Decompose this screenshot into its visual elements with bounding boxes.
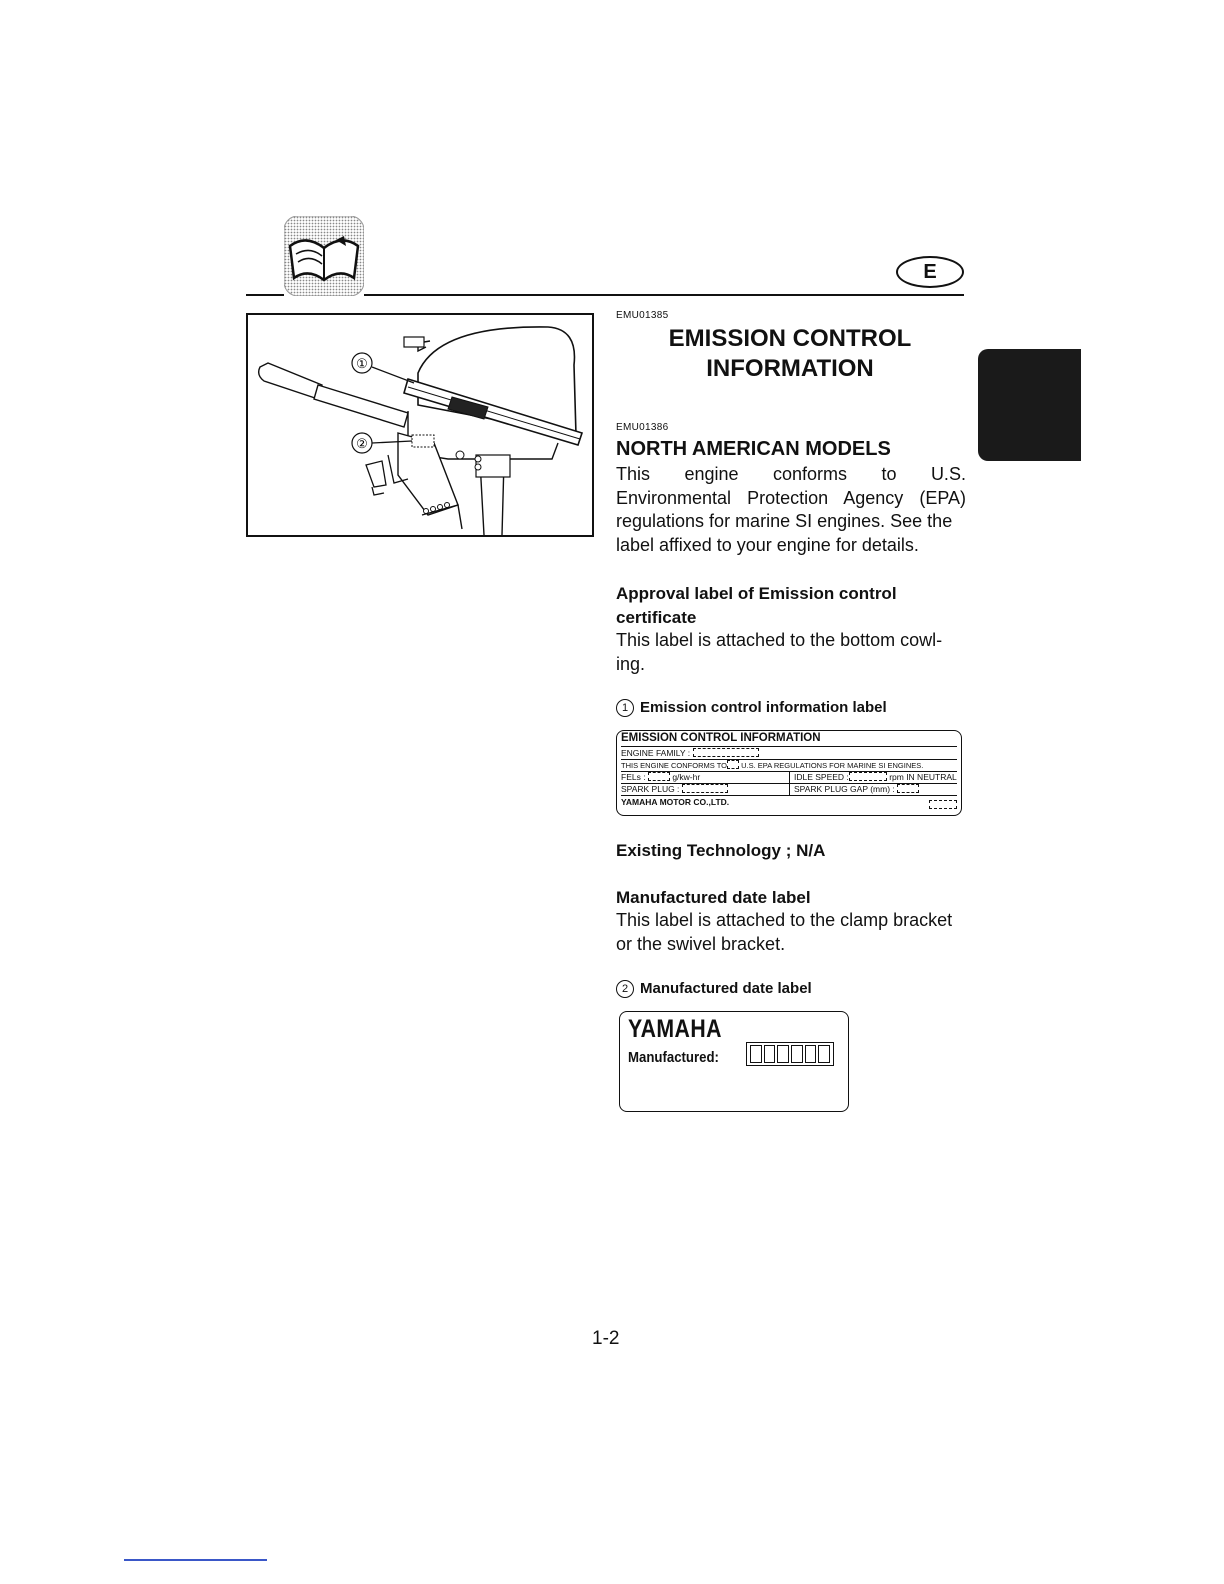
chapter-tab xyxy=(978,349,1081,461)
existing-technology: Existing Technology ; N/A xyxy=(616,841,826,860)
north-american-heading: NORTH AMERICAN MODELS xyxy=(616,438,891,460)
emission-control-information-label xyxy=(616,730,962,816)
page-number: 1-2 xyxy=(592,1328,620,1349)
header-rule-left xyxy=(246,294,284,296)
na-line-2: Environmental Protection Agency (EPA) xyxy=(616,487,966,508)
header-rule-right xyxy=(364,294,964,296)
page-title: EMISSION CONTROL INFORMATION xyxy=(668,325,912,382)
manufactured-text: Manufactured: xyxy=(628,1049,719,1066)
caption-emission-label: 1 Emission control information label xyxy=(616,699,887,717)
outboard-motor-figure xyxy=(246,313,594,537)
manufactured-heading: Manufactured date label xyxy=(616,888,811,907)
approval-heading: Approval label of Emission control certificate xyxy=(616,584,897,627)
na-line-1: This engine conforms to U.S. xyxy=(616,464,966,484)
ecl-title: EMISSION CONTROL INFORMATION xyxy=(621,732,957,747)
yamaha-brand: YAMAHA xyxy=(628,1015,722,1043)
manufactured-date-label xyxy=(619,1011,849,1112)
north-american-body xyxy=(616,463,966,557)
subsection-code: EMU01386 xyxy=(616,422,669,433)
ecl-spark: SPARK PLUG : SPARK PLUG GAP (mm) : xyxy=(621,784,957,796)
section-code: EMU01385 xyxy=(616,310,669,321)
date-code-boxes xyxy=(746,1042,834,1066)
manufactured-body: This label is attached to the clamp bracket or the swivel bracket. xyxy=(616,910,953,954)
open-book-icon xyxy=(284,216,364,296)
language-badge: E xyxy=(896,256,964,288)
ecl-fels-idle: FELs : g/kw-hr IDLE SPEED : rpm IN NEUTRAL xyxy=(621,772,957,782)
callout-1: ① xyxy=(356,356,368,371)
ecl-engine-family: ENGINE FAMILY : xyxy=(621,748,957,760)
caption-manufactured-label: 2 Manufactured date label xyxy=(616,980,812,998)
footer-link-line xyxy=(124,1559,267,1561)
callout-2: ② xyxy=(356,436,368,451)
na-line-3: regulations for marine SI engines. See the xyxy=(616,511,953,531)
na-line-4: label affixed to your engine for details. xyxy=(616,534,919,555)
approval-body: This label is attached to the bottom cowl- ing. xyxy=(616,630,943,674)
ecl-maker: YAMAHA MOTOR CO.,LTD. xyxy=(621,797,957,811)
ecl-conforms: THIS ENGINE CONFORMS TO U.S. EPA REGULATIONS FOR MARINE SI ENGINES. xyxy=(621,760,957,772)
